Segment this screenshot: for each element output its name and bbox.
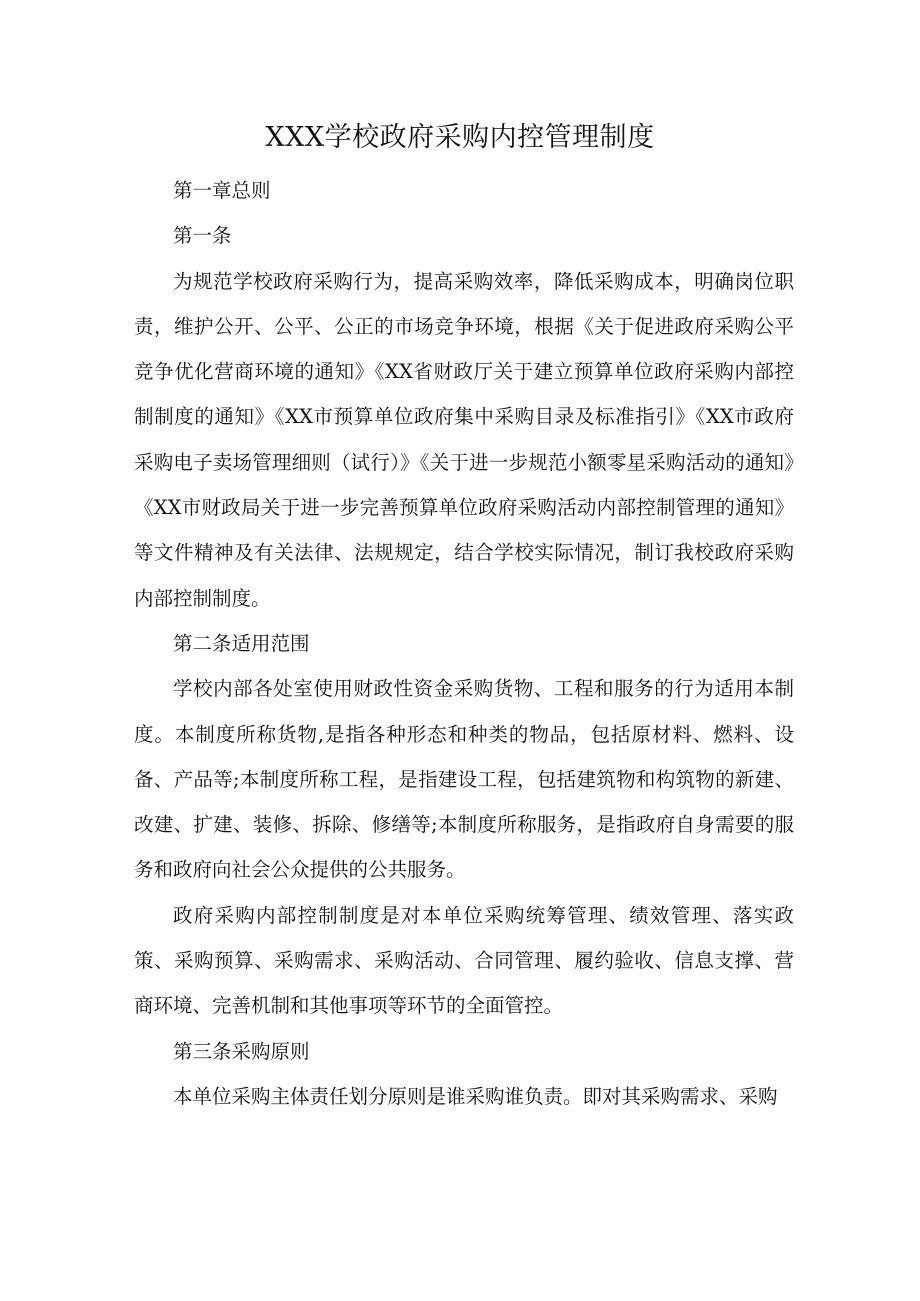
article-heading: 第一条 [173, 224, 232, 248]
chapter-heading: 第一章总则 [173, 179, 271, 202]
article-heading: 第二条适用范围 [173, 631, 310, 655]
body-paragraph: 政府采购内部控制制度是对本单位采购统筹管理、绩效管理、落实政策、采购预算、采购需求、采购活动、合同管理、履约验收、信息支撑、营商环境、完善机制和其他事项等环节的全面管控。 [134, 903, 794, 1018]
body-paragraph: 为规范学校政府采购行为，提高采购效率，降低采购成本，明确岗位职责，维护公开、公平、公正的市场竞争环境，根据《关于促进政府采购公平竞争优化营商环境的通知》《XX省财政厅关于建立预算单位政府采购内部控制制度的通知》《XX市预算单位政府集中采购目录及标准指引》《XX市政府采购电子卖场管理细则（试行）》《关于进一步规范小额零星采购活动的通知》《XX市财政局关于进一步完善预算单位政府采购活动内部控制管理的通知》等文件精神及有关法律、法规规定，结合学校实际情况，制订我校政府采购内部控制制度。 [134, 269, 794, 610]
body-paragraph: 学校内部各处室使用财政性资金采购货物、工程和服务的行为适用本制度。本制度所称货物,是指各种形态和种类的物品，包括原材料、燃料、设备、产品等;本制度所称工程，是指建设工程，包括建筑物和构筑物的新建、改建、扩建、装修、拆除、修缮等;本制度所称服务，是指政府自身需要的服务和政府向社会公众提供的公共服务。 [134, 677, 794, 882]
document-title: XXX学校政府采购内控管理制度 [265, 122, 655, 153]
document-body [134, 168, 794, 1119]
article-heading: 第三条采购原则 [173, 1039, 310, 1063]
body-paragraph: 本单位采购主体责任划分原则是谁采购谁负责。即对其采购需求、采购 [173, 1084, 778, 1108]
